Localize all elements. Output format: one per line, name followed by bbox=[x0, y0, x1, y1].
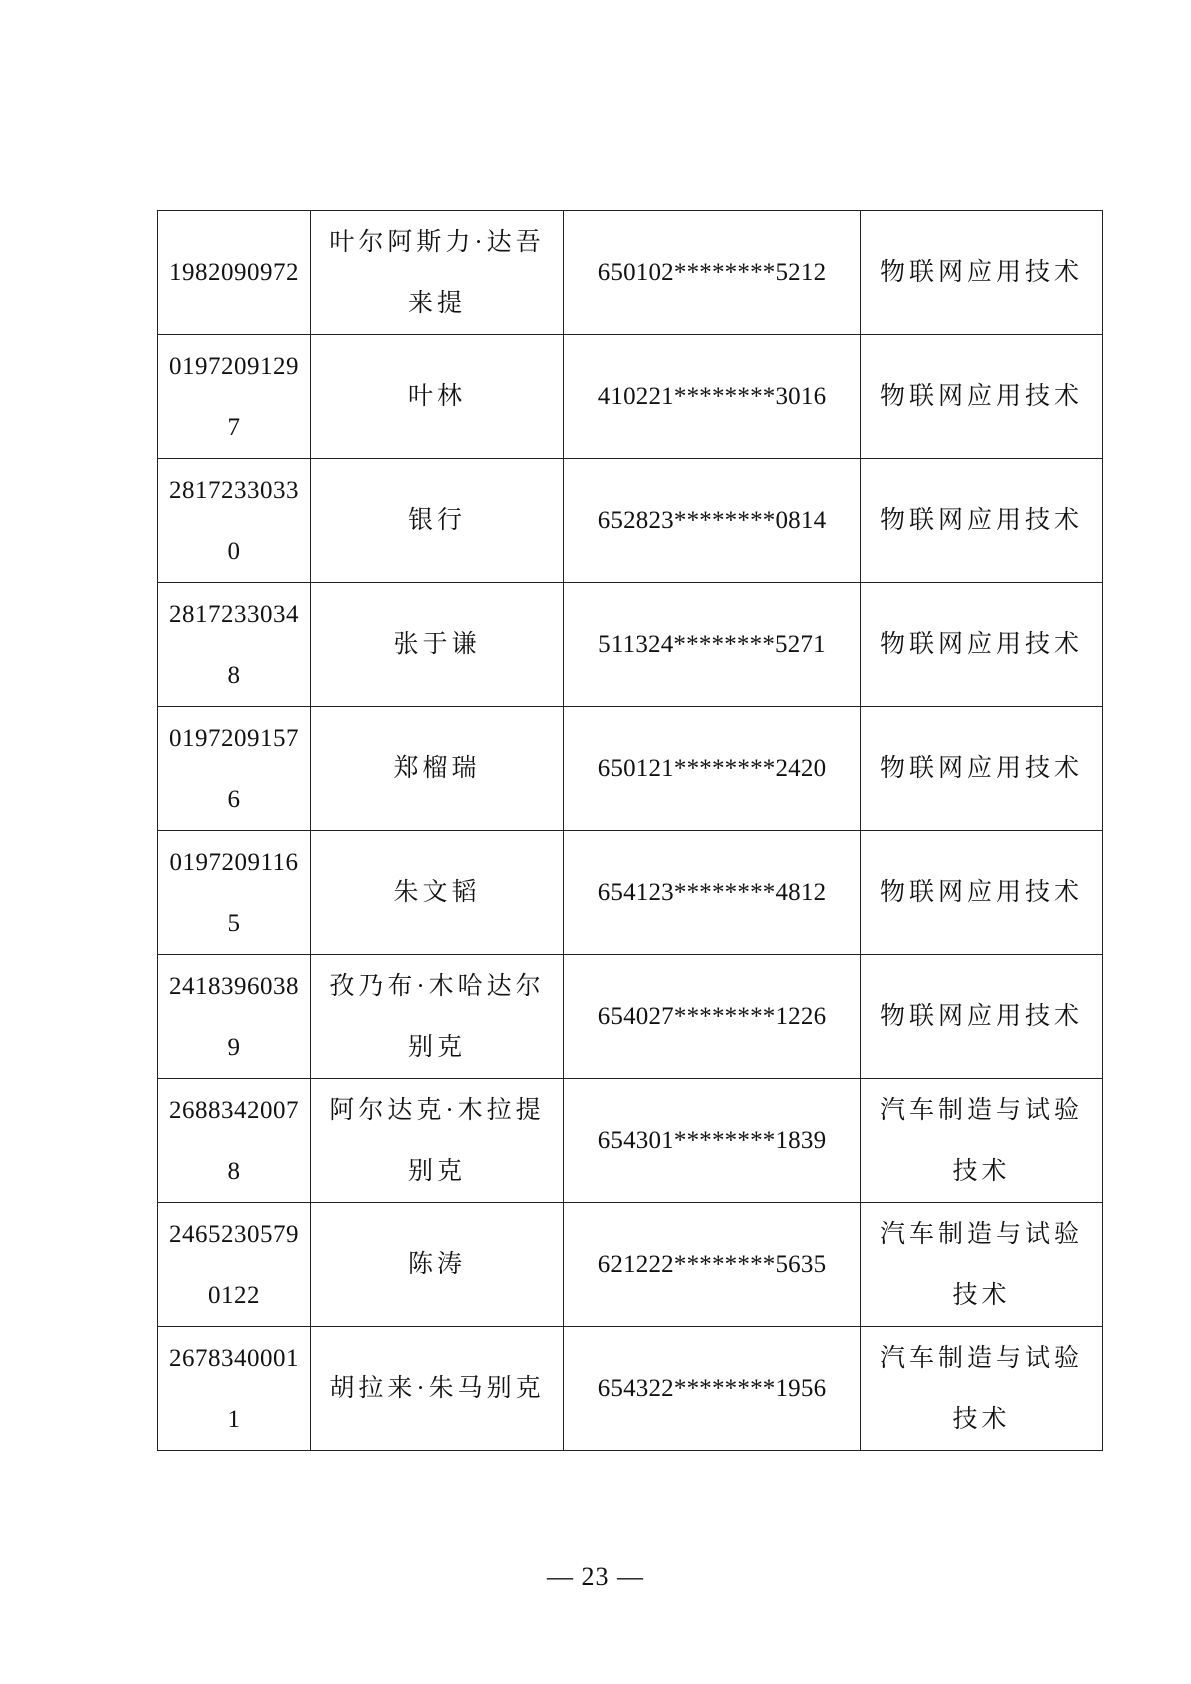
major-cell bbox=[861, 1079, 1103, 1203]
exam-id: 01972091165 bbox=[169, 848, 299, 937]
exam-id-cell bbox=[158, 831, 311, 955]
id-card-number: 650121********2420 bbox=[597, 755, 827, 782]
major: 汽车制造与试验技术 bbox=[879, 1220, 1083, 1309]
name-cell bbox=[311, 831, 564, 955]
id-card-number: 650102********5212 bbox=[597, 259, 827, 286]
name-cell bbox=[311, 211, 564, 335]
exam-id: 24183960389 bbox=[169, 972, 299, 1061]
exam-id-cell bbox=[158, 955, 311, 1079]
student-name: 银行 bbox=[407, 507, 466, 534]
id-card-number: 654322********1956 bbox=[597, 1375, 827, 1402]
table-row bbox=[158, 459, 1103, 583]
exam-id-cell bbox=[158, 707, 311, 831]
exam-id-cell bbox=[158, 1079, 311, 1203]
major: 物联网应用技术 bbox=[879, 383, 1083, 410]
major: 物联网应用技术 bbox=[879, 631, 1083, 658]
name-cell bbox=[311, 459, 564, 583]
id-card-cell bbox=[564, 831, 861, 955]
student-name: 朱文韬 bbox=[393, 879, 481, 906]
major-cell bbox=[861, 335, 1103, 459]
table-row bbox=[158, 1079, 1103, 1203]
major: 物联网应用技术 bbox=[879, 1003, 1083, 1030]
exam-id: 1982090972 bbox=[169, 259, 299, 286]
major-cell bbox=[861, 831, 1103, 955]
id-card-cell bbox=[564, 583, 861, 707]
name-cell bbox=[311, 1079, 564, 1203]
exam-id-cell bbox=[158, 583, 311, 707]
table-row bbox=[158, 211, 1103, 335]
exam-id: 26883420078 bbox=[169, 1096, 299, 1185]
exam-id-cell bbox=[158, 1203, 311, 1327]
student-name: 胡拉来·朱马别克 bbox=[329, 1375, 545, 1402]
id-card-number: 652823********0814 bbox=[597, 507, 827, 534]
id-card-number: 654027********1226 bbox=[597, 1003, 827, 1030]
exam-id: 01972091576 bbox=[169, 724, 299, 813]
exam-id: 28172330330 bbox=[169, 476, 299, 565]
name-cell bbox=[311, 707, 564, 831]
table-row bbox=[158, 583, 1103, 707]
major: 物联网应用技术 bbox=[879, 259, 1083, 286]
id-card-cell bbox=[564, 459, 861, 583]
id-card-number: 621222********5635 bbox=[597, 1251, 827, 1278]
major-cell bbox=[861, 707, 1103, 831]
name-cell bbox=[311, 583, 564, 707]
id-card-number: 654301********1839 bbox=[597, 1127, 827, 1154]
student-table bbox=[157, 210, 1103, 1451]
table-row bbox=[158, 335, 1103, 459]
student-name: 陈涛 bbox=[407, 1251, 466, 1278]
student-name: 叶尔阿斯力·达吾来提 bbox=[329, 228, 545, 317]
major-cell bbox=[861, 955, 1103, 1079]
page-number: — 23 — bbox=[547, 1562, 644, 1591]
student-name: 阿尔达克·木拉提别克 bbox=[329, 1096, 545, 1185]
exam-id: 26783400011 bbox=[169, 1344, 299, 1433]
exam-id-cell bbox=[158, 335, 311, 459]
exam-id-cell bbox=[158, 459, 311, 583]
student-name: 郑榴瑞 bbox=[393, 755, 481, 782]
exam-id: 28172330348 bbox=[169, 600, 299, 689]
major-cell bbox=[861, 459, 1103, 583]
table-row bbox=[158, 1203, 1103, 1327]
exam-id-cell bbox=[158, 211, 311, 335]
major-cell bbox=[861, 1327, 1103, 1451]
id-card-cell bbox=[564, 1079, 861, 1203]
id-card-cell bbox=[564, 1203, 861, 1327]
exam-id-cell bbox=[158, 1327, 311, 1451]
id-card-cell bbox=[564, 1327, 861, 1451]
major: 汽车制造与试验技术 bbox=[879, 1096, 1083, 1185]
id-card-cell bbox=[564, 955, 861, 1079]
major-cell bbox=[861, 583, 1103, 707]
major-cell bbox=[861, 1203, 1103, 1327]
major-cell bbox=[861, 211, 1103, 335]
major: 物联网应用技术 bbox=[879, 755, 1083, 782]
id-card-number: 511324********5271 bbox=[598, 631, 826, 658]
id-card-number: 654123********4812 bbox=[597, 879, 827, 906]
exam-id: 24652305790122 bbox=[169, 1220, 299, 1309]
table-row bbox=[158, 831, 1103, 955]
id-card-cell bbox=[564, 707, 861, 831]
student-name: 叶林 bbox=[407, 383, 466, 410]
student-name: 张于谦 bbox=[393, 631, 481, 658]
table-row bbox=[158, 1327, 1103, 1451]
major: 汽车制造与试验技术 bbox=[879, 1344, 1083, 1433]
id-card-cell bbox=[564, 335, 861, 459]
name-cell bbox=[311, 1203, 564, 1327]
id-card-cell bbox=[564, 211, 861, 335]
name-cell bbox=[311, 335, 564, 459]
student-name: 孜乃布·木哈达尔别克 bbox=[329, 972, 545, 1061]
exam-id: 01972091297 bbox=[169, 352, 299, 441]
name-cell bbox=[311, 1327, 564, 1451]
name-cell bbox=[311, 955, 564, 1079]
id-card-number: 410221********3016 bbox=[597, 383, 827, 410]
major: 物联网应用技术 bbox=[879, 507, 1083, 534]
table-row bbox=[158, 707, 1103, 831]
major: 物联网应用技术 bbox=[879, 879, 1083, 906]
table-row bbox=[158, 955, 1103, 1079]
